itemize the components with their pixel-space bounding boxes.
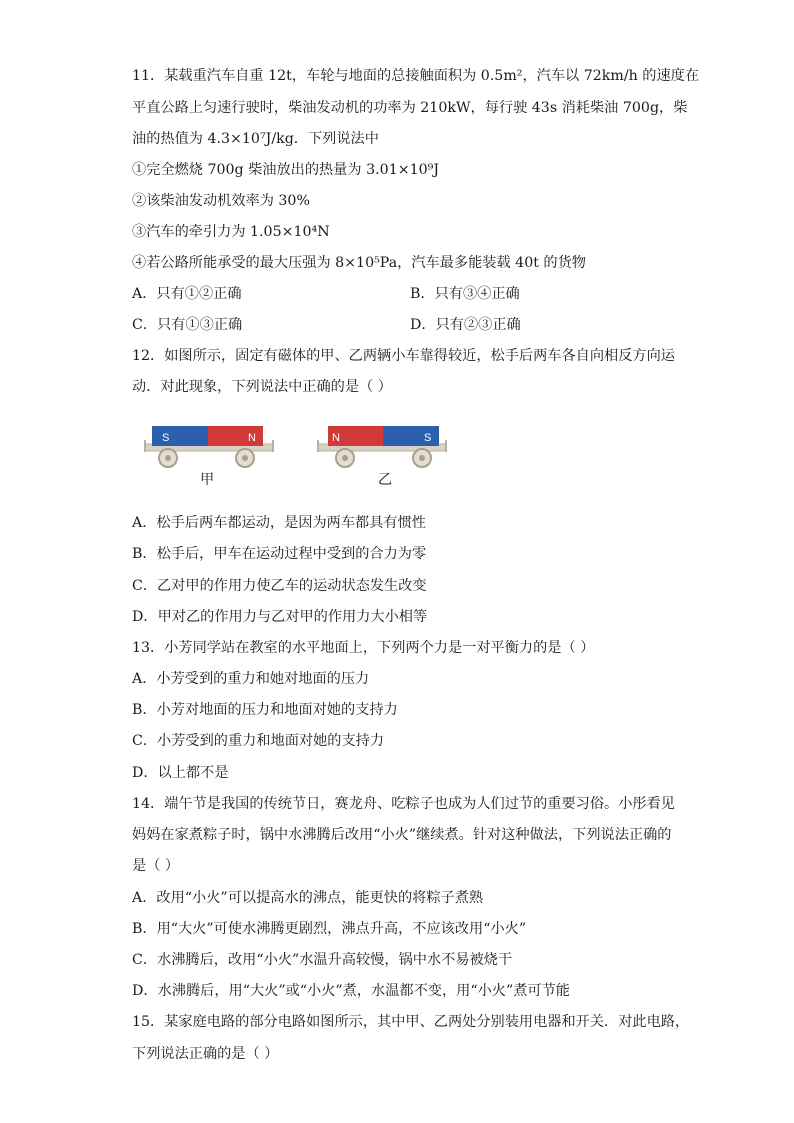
q14-stem-line-2: 妈妈在家煮粽子时，锅中水沸腾后改用“小火”继续煮。针对这种做法，下列说法正确的 (132, 827, 672, 843)
pole-label: N (248, 432, 256, 444)
q12-option-d: D．甲对乙的作用力与乙对甲的作用力大小相等 (132, 609, 428, 625)
q12-option-b: B．松手后，甲车在运动过程中受到的合力为零 (132, 546, 427, 562)
pole-label: N (332, 432, 340, 444)
magnet-carts-figure (140, 418, 450, 508)
q11-option-a: A．只有①②正确 (132, 286, 242, 302)
q13-stem-line-1: 13．小芳同学站在教室的水平地面上，下列两个力是一对平衡力的是（ ） (132, 640, 595, 656)
q13-option-d: D．以上都不是 (132, 765, 229, 781)
q12-option-c: C．乙对甲的作用力使乙车的运动状态发生改变 (132, 578, 427, 594)
caption-jia: 甲 (200, 472, 215, 488)
q14-option-d: D．水沸腾后，用“大火”或“小火”煮，水温都不变，用“小火”煮可节能 (132, 983, 570, 999)
q11-statement-1: ①完全燃烧 700g 柴油放出的热量为 3.01×10⁹J (132, 162, 440, 178)
magnet-carts-illustration (140, 418, 450, 508)
q12-stem-line-2: 动．对此现象，下列说法中正确的是（ ） (132, 379, 392, 395)
pole-label: S (162, 432, 170, 444)
q11-stem-line-3: 油的热值为 4.3×10⁷J/kg．下列说法中 (132, 131, 379, 147)
q13-option-c: C．小芳受到的重力和地面对她的支持力 (132, 733, 385, 749)
q13-option-a: A．小芳受到的重力和她对地面的压力 (132, 671, 370, 687)
q11-option-c: C．只有①③正确 (132, 317, 243, 333)
q11-stem-line-1: 11．某载重汽车自重 12t，车轮与地面的总接触面积为 0.5m²，汽车以 72km/h 的速度在 (132, 68, 700, 84)
q12-option-a: A．松手后两车都运动，是因为两车都具有惯性 (132, 515, 426, 531)
q14-option-a: A．改用“小火”可以提高水的沸点，能更快的将粽子煮熟 (132, 890, 484, 906)
q15-stem-line-1: 15．某家庭电路的部分电路如图所示，其中甲、乙两处分别装用电器和开关．对此电路， (132, 1014, 690, 1030)
q12-stem-line-1: 12．如图所示，固定有磁体的甲、乙两辆小车靠得较近，松手后两车各自向相反方向运 (132, 348, 675, 364)
q11-statement-4: ④若公路所能承受的最大压强为 8×10⁵Pa，汽车最多能装载 40t 的货物 (132, 255, 586, 271)
q13-option-b: B．小芳对地面的压力和地面对她的支持力 (132, 702, 398, 718)
q14-stem-line-3: 是（ ） (132, 858, 180, 874)
q14-option-c: C．水沸腾后，改用“小火”水温升高较慢，锅中水不易被烧干 (132, 952, 513, 968)
magnet-jia-s-pole (152, 426, 208, 446)
q14-stem-line-1: 14．端午节是我国的传统节日，赛龙舟、吃粽子也成为人们过节的重要习俗。小彤看见 (132, 796, 675, 812)
pole-label: S (424, 432, 432, 444)
q11-statement-2: ②该柴油发动机效率为 30% (132, 193, 310, 209)
q15-stem-line-2: 下列说法正确的是（ ） (132, 1046, 279, 1062)
q11-option-d: D．只有②③正确 (410, 317, 521, 333)
caption-yi: 乙 (378, 472, 393, 488)
q11-stem-line-2: 平直公路上匀速行驶时，柴油发动机的功率为 210kW，每行驶 43s 消耗柴油 700g，柴 (132, 100, 688, 116)
q11-statement-3: ③汽车的牵引力为 1.05×10⁴N (132, 224, 330, 240)
q11-option-b: B．只有③④正确 (410, 286, 520, 302)
q14-option-b: B．用“大火”可使水沸腾更剧烈，沸点升高，不应该改用“小火” (132, 921, 527, 937)
